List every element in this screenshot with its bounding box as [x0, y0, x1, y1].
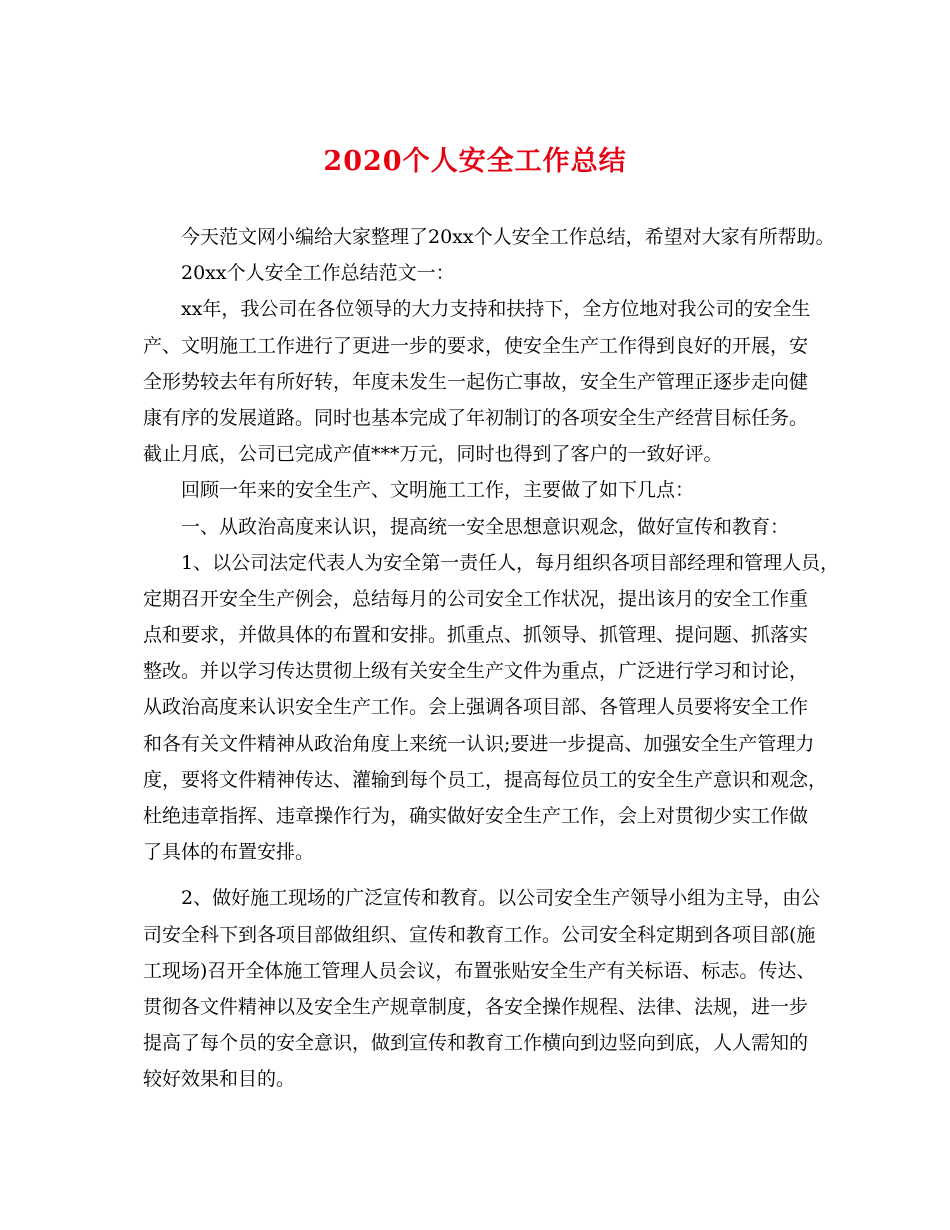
- body-line: 杜绝违章指挥、违章操作行为，确实做好安全生产工作，会上对贯彻少实工作做: [143, 805, 809, 827]
- body-line: xx年，我公司在各位领导的大力支持和扶持下，全方位地对我公司的安全生: [181, 298, 811, 321]
- body-line: 点和要求，并做具体的布置和安排。抓重点、抓领导、抓管理、提问题、抓落实: [143, 624, 809, 647]
- body-line: 和各有关文件精神从政治角度上来统一认识;要进一步提高、加强安全生产管理力: [143, 732, 815, 755]
- body-line: 工现场)召开全体施工管理人员会议，布置张贴安全生产有关标语、标志。传达、: [143, 959, 816, 982]
- body-line: 2、做好施工现场的广泛宣传和教育。以公司安全生产领导小组为主导，由公: [181, 887, 821, 910]
- body-line: 回顾一年来的安全生产、文明施工工作，主要做了如下几点：: [181, 479, 695, 502]
- body-line: 康有序的发展道路。同时也基本完成了年初制订的各项安全生产经营目标任务。: [143, 406, 809, 429]
- body-line: 司安全科下到各项目部做组织、宣传和教育工作。公司安全科定期到各项目部(施: [143, 923, 816, 946]
- body-line: 20xx个人安全工作总结范文一：: [181, 262, 455, 285]
- body-line: 整改。并以学习传达贯彻上级有关安全生产文件为重点，广泛进行学习和讨论，: [143, 660, 809, 683]
- body-line: 今天范文网小编给大家整理了20xx个人安全工作总结，希望对大家有所帮助。: [181, 226, 835, 248]
- body-line: 较好效果和目的。: [143, 1068, 296, 1091]
- body-line: 贯彻各文件精神以及安全生产规章制度，各安全操作规程、法律、法规，进一步: [143, 995, 809, 1018]
- body-line: 度，要将文件精神传达、灌输到每个员工，提高每位员工的安全生产意识和观念，: [143, 768, 828, 791]
- body-line: 从政治高度来认识安全生产工作。会上强调各项目部、各管理人员要将安全工作: [143, 696, 809, 719]
- body-line: 提高了每个员的安全意识，做到宣传和教育工作横向到边竖向到底，人人需知的: [143, 1032, 809, 1055]
- body-line: 全形势较去年有所好转，年度未发生一起伤亡事故，安全生产管理正逐步走向健: [143, 370, 809, 393]
- body-line: 一、从政治高度来认识，提高统一安全思想意识观念，做好宣传和教育：: [181, 515, 790, 538]
- document-title: 2020个人安全工作总结: [323, 146, 627, 177]
- body-line: 了具体的布置安排。: [143, 841, 315, 864]
- body-line: 1、以公司法定代表人为安全第一责任人，每月组织各项目部经理和管理人员，: [181, 551, 840, 574]
- document-body: [143, 219, 840, 1098]
- paragraph-gap: [143, 870, 815, 880]
- body-line: 定期召开安全生产例会，总结每月的公司安全工作状况，提出该月的安全工作重: [143, 587, 809, 610]
- body-line: 截止月底，公司已完成产值***万元，同时也得到了客户的一致好评。: [143, 443, 723, 466]
- body-line: 产、文明施工工作进行了更进一步的要求，使安全生产工作得到良好的开展，安: [143, 334, 809, 357]
